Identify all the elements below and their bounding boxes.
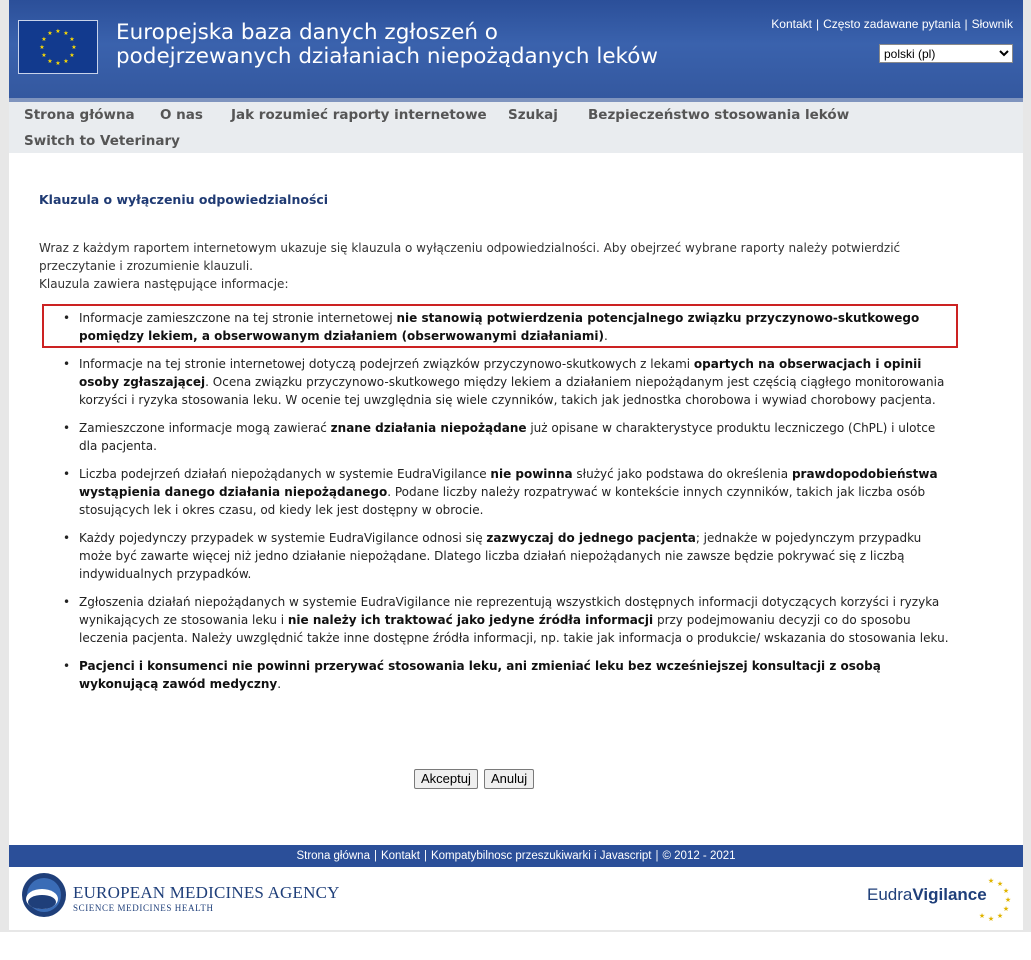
faq-link[interactable]: Często zadawane pytania <box>823 17 961 31</box>
accept-button[interactable]: Akceptuj <box>414 769 478 789</box>
footer-contact-link[interactable]: Kontakt <box>380 850 420 862</box>
language-select[interactable] <box>879 44 1013 63</box>
svg-text:★: ★ <box>69 36 75 43</box>
eudravigilance-logo[interactable] <box>864 875 1019 923</box>
page <box>9 0 1023 930</box>
svg-text:★: ★ <box>987 877 995 885</box>
site-title <box>116 21 716 69</box>
eudravigilance-wordmark: EudraVigilance <box>867 885 987 904</box>
ema-tagline: SCIENCE MEDICINES HEALTH <box>73 903 214 913</box>
list-item: • Pacjenci i konsumenci nie powinni przerywać stosowania leku, ani zmieniać leku bez wcześniejszej konsultacji z osobą wykonującą zawód medyczny. <box>39 657 949 693</box>
list-item: • Informacje zamieszczone na tej stronie internetowej nie stanowią potwierdzenia potencjalnego związku przyczynowo-skutkowego pomiędzy lekiem, a obserwowanym działaniem (obserwowanymi działaniami). <box>39 309 949 345</box>
svg-text:★: ★ <box>1002 887 1010 895</box>
svg-text:★: ★ <box>47 30 53 37</box>
list-item: • Zgłoszenia działań niepożądanych w systemie EudraVigilance nie reprezentują wszystkich dostępnych informacji dotyczących korzyści i ryzyka wynikających ze stosowania leku i nie należy ich traktować jako jedyne źródła informacji przy podejmowaniu decyzji co do sposobu leczenia pacjenta. Należy uwzględnić także inne dostępne źródła informacji, np. takie jak informacja o produkcie/ wskazania do stosowania leku. <box>39 593 949 647</box>
list-item: • Informacje na tej stronie internetowej dotyczą podejrzeń związków przyczynowo-skutkowych z lekami opartych na obserwacjach i opinii osoby zgłaszającej. Ocena związku przyczynowo-skutkowego między lekiem a działaniem niepożądanym jest częścią ciągłego monitorowania korzyści i ryzyka stosowania leku. W ocenie tej uwzględnia się wiele czynników, takich jak jednostka chorobowa i wywiad chorobowy pacjenta. <box>39 355 949 409</box>
svg-text:★: ★ <box>1004 896 1012 904</box>
svg-text:★: ★ <box>47 58 53 65</box>
disclaimer-section <box>39 191 979 209</box>
page-title: Klauzula o wyłączeniu odpowiedzialności <box>39 192 329 207</box>
nav-understanding-reports[interactable]: Jak rozumieć raporty internetowe <box>231 107 487 123</box>
ema-logo[interactable] <box>21 872 340 920</box>
svg-text:★: ★ <box>71 44 77 51</box>
footer-bar: Strona główna | Kontakt | Kompatybilnosc przeszukiwarki i Javascript | © 2012 - 2021 <box>9 845 1023 867</box>
top-links: Kontakt | Często zadawane pytania | Słownik <box>771 17 1013 31</box>
svg-text:★: ★ <box>63 58 69 65</box>
cancel-button[interactable]: Anuluj <box>484 769 534 789</box>
intro-line2: Klauzula zawiera następujące informacje: <box>39 277 289 291</box>
svg-text:★: ★ <box>996 912 1004 920</box>
intro-line1: Wraz z każdym raportem internetowym ukazuje się klauzula o wyłączeniu odpowiedzialności. Aby obejrzeć wybrane raporty należy potwierdzić przeczytanie i zrozumienie klauzuli. <box>39 241 901 273</box>
nav-switch-veterinary[interactable]: Switch to Veterinary <box>24 133 180 149</box>
svg-text:★: ★ <box>41 36 47 43</box>
main-nav <box>9 98 1023 153</box>
list-item: • Liczba podejrzeń działań niepożądanych w systemie EudraVigilance nie powinna służyć jako podstawa do określenia prawdopodobieństwa wystąpienia danego działania niepożądanego. Podane liczby należy rozpatrywać w kontekście innych czynników, takich jak liczba osób stosujących lek i okres czasu, od kiedy lek jest dostępny w obrocie. <box>39 465 949 519</box>
nav-search[interactable]: Szukaj <box>508 107 558 123</box>
nav-medicine-safety[interactable]: Bezpieczeństwo stosowania leków <box>588 107 850 123</box>
site-title-line1: Europejska baza danych zgłoszeń o <box>116 20 498 45</box>
site-title-line2: podejrzewanych działaniach niepożądanych leków <box>116 44 658 69</box>
ema-globe-icon <box>21 872 67 918</box>
eu-stars-icon <box>966 875 1016 923</box>
svg-text:★: ★ <box>41 52 47 59</box>
svg-text:★: ★ <box>1002 905 1010 913</box>
nav-about[interactable]: O nas <box>160 107 203 123</box>
glossary-link[interactable]: Słownik <box>971 17 1013 31</box>
action-buttons <box>414 768 535 789</box>
svg-text:★: ★ <box>978 912 986 920</box>
svg-text:★: ★ <box>55 28 61 35</box>
intro-text <box>39 239 939 293</box>
footer-copyright: © 2012 - 2021 <box>662 850 736 862</box>
list-item: • Zamieszczone informacje mogą zawierać znane działania niepożądane już opisane w charakterystyce produktu leczniczego (ChPL) i ulotce dla pacjenta. <box>39 419 949 455</box>
site-header <box>9 0 1023 98</box>
svg-text:★: ★ <box>987 915 995 923</box>
nav-home[interactable]: Strona główna <box>24 107 135 123</box>
footer-compatibility-link[interactable]: Kompatybilnosc przeszukiwarki i Javascript <box>430 850 652 862</box>
svg-text:★: ★ <box>69 52 75 59</box>
footer-home-link[interactable]: Strona główna <box>296 850 370 862</box>
ema-name: EUROPEAN MEDICINES AGENCY <box>73 883 340 902</box>
svg-text:★: ★ <box>63 30 69 37</box>
eu-flag-logo <box>18 20 98 74</box>
svg-text:★: ★ <box>39 44 45 51</box>
list-item: • Każdy pojedynczy przypadek w systemie EudraVigilance odnosi się zazwyczaj do jednego pacjenta; jednakże w pojedynczym przypadku może być zawarte więcej niż jedno działanie niepożądane. Dlatego liczba działań niepożądanych nie zawsze będzie pokrywać się z liczbą indywidualnych przypadków. <box>39 529 949 583</box>
svg-text:★: ★ <box>55 60 61 67</box>
disclaimer-list <box>39 309 949 703</box>
contact-link[interactable]: Kontakt <box>771 17 812 31</box>
svg-text:★: ★ <box>996 880 1004 888</box>
